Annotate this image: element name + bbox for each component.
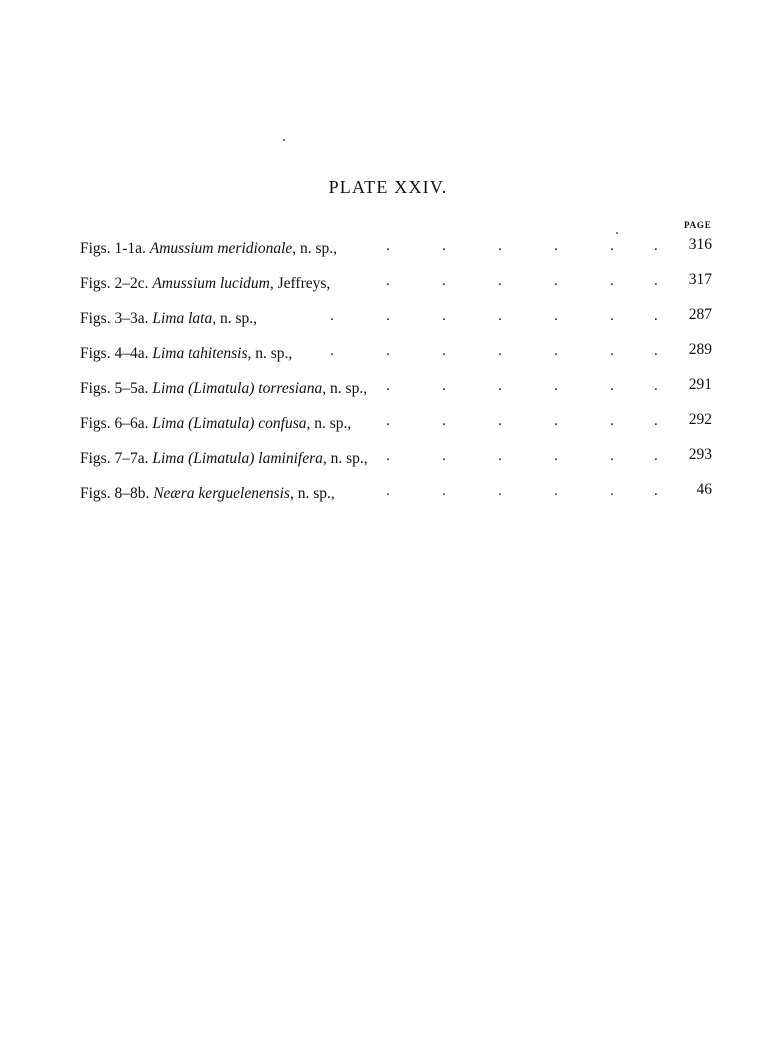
species-authority: , n. sp., <box>322 450 368 467</box>
list-item <box>80 236 720 271</box>
figure-reference: Figs. 2–2c. <box>80 275 149 292</box>
species-authority: , Jeffreys, <box>269 275 331 292</box>
leader-dot: . <box>386 308 390 324</box>
leader-dot: . <box>654 308 658 324</box>
leader-dot: . <box>610 378 614 394</box>
species-authority: , n. sp., <box>292 240 338 257</box>
leader-dot: . <box>442 238 446 254</box>
leader-dot: . <box>654 238 658 254</box>
figure-reference: Figs. 7–7a. <box>80 450 149 467</box>
species-name: Lima tahitensis <box>152 345 248 362</box>
leader-dot: . <box>610 448 614 464</box>
page-number: 292 <box>688 411 712 428</box>
leader-dot: . <box>610 308 614 324</box>
species-name: Lima (Limatula) torresiana <box>152 380 323 397</box>
leader-dot: . <box>654 413 658 429</box>
page-number: 317 <box>688 271 712 288</box>
leader-dot: . <box>330 308 334 324</box>
plate-title: PLATE XXIV. <box>328 177 448 197</box>
leader-dot: . <box>386 343 390 359</box>
leader-dot: . <box>498 413 502 429</box>
leader-dot: . <box>498 238 502 254</box>
page-number: 293 <box>688 446 712 463</box>
species-authority: , n. sp., <box>247 345 293 362</box>
leader-dot: . <box>386 448 390 464</box>
leader-dot: . <box>498 343 502 359</box>
species-name: Amussium meridionale <box>149 240 293 257</box>
species-name: Lima (Limatula) confusa <box>152 415 307 432</box>
leader-dot: . <box>386 483 390 499</box>
leader-dot: . <box>386 413 390 429</box>
figure-reference: Figs. 6–6a. <box>80 415 149 432</box>
leader-dot: . <box>610 273 614 289</box>
leader-dot: . <box>654 378 658 394</box>
leader-dot: . <box>610 413 614 429</box>
species-name: Amussium lucidum <box>152 275 270 292</box>
species-authority: , n. sp., <box>322 380 368 397</box>
leader-dot: . <box>498 308 502 324</box>
list-item <box>80 481 720 516</box>
leader-dot: . <box>654 483 658 499</box>
stray-mark <box>283 139 285 141</box>
figure-reference: Figs. 3–3a. <box>80 310 149 327</box>
page-number: 46 <box>696 481 712 498</box>
leader-dot: . <box>442 483 446 499</box>
stray-mark <box>616 232 618 234</box>
figure-reference: Figs. 8–8b. <box>80 485 150 502</box>
leader-dot: . <box>654 273 658 289</box>
leader-dot: . <box>554 308 558 324</box>
leader-dot: . <box>554 378 558 394</box>
leader-dot: . <box>498 378 502 394</box>
list-item <box>80 411 720 446</box>
leader-dot: . <box>610 343 614 359</box>
plate-figure-list <box>80 236 720 516</box>
leader-dot: . <box>610 483 614 499</box>
leader-dot: . <box>554 413 558 429</box>
page-number: 316 <box>688 236 712 253</box>
leader-dot: . <box>654 448 658 464</box>
leader-dot: . <box>554 273 558 289</box>
leader-dot: . <box>442 413 446 429</box>
leader-dot: . <box>442 308 446 324</box>
page-column-header: PAGE <box>684 220 712 230</box>
leader-dot: . <box>386 378 390 394</box>
list-item <box>80 271 720 306</box>
leader-dot: . <box>554 483 558 499</box>
leader-dot: . <box>554 448 558 464</box>
leader-dot: . <box>442 448 446 464</box>
list-item <box>80 341 720 376</box>
species-name: Lima lata <box>152 310 213 327</box>
leader-dot: . <box>610 238 614 254</box>
list-item <box>80 446 720 481</box>
page-number: 289 <box>688 341 712 358</box>
page-number: 291 <box>688 376 712 393</box>
leader-dot: . <box>442 378 446 394</box>
leader-dot: . <box>554 238 558 254</box>
leader-dot: . <box>442 343 446 359</box>
figure-reference: Figs. 4–4a. <box>80 345 149 362</box>
species-authority: , n. sp., <box>306 415 352 432</box>
list-item <box>80 306 720 341</box>
species-name: Neæra kerguelenensis <box>153 485 290 502</box>
species-name: Lima (Limatula) laminifera <box>152 450 323 467</box>
leader-dot: . <box>386 238 390 254</box>
leader-dot: . <box>654 343 658 359</box>
page-number: 287 <box>688 306 712 323</box>
leader-dot: . <box>442 273 446 289</box>
list-item <box>80 376 720 411</box>
figure-reference: Figs. 1-1a. <box>80 240 146 257</box>
leader-dot: . <box>554 343 558 359</box>
leader-dot: . <box>498 448 502 464</box>
species-authority: , n. sp., <box>212 310 257 327</box>
species-authority: , n. sp., <box>289 485 335 502</box>
leader-dot: . <box>386 273 390 289</box>
leader-dot: . <box>498 273 502 289</box>
leader-dot: . <box>498 483 502 499</box>
leader-dot: . <box>330 343 334 359</box>
figure-reference: Figs. 5–5a. <box>80 380 149 397</box>
